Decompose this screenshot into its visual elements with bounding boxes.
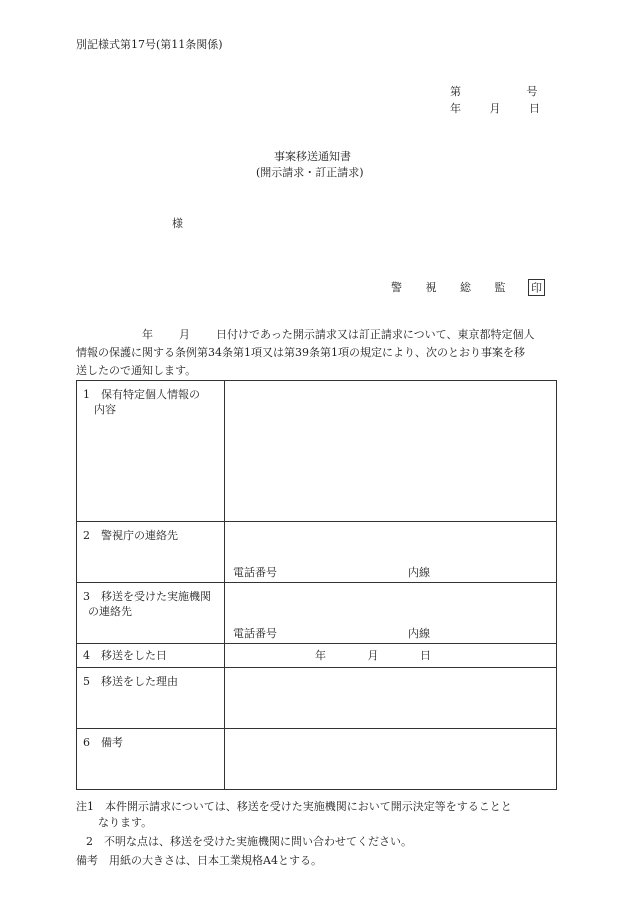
value-cell-police-contact[interactable] (225, 522, 557, 583)
value-cell-transfer-date[interactable] (225, 644, 557, 668)
date-hi: 日 (529, 102, 540, 115)
notice-table (76, 380, 557, 790)
body-line-1 (76, 326, 560, 344)
sender-name (391, 281, 506, 295)
note-1-line-1: 注1 本件開示請求については、移送を受けた実施機関において開示決定等をすることと (76, 800, 512, 813)
remarks-paper-size: 備考 用紙の大きさは、日本工業規格A4とする。 (76, 854, 322, 867)
transfer-nen: 年 (315, 649, 326, 662)
transfer-date-fields (315, 647, 431, 663)
sender-char-4: 監 (494, 281, 506, 294)
body-paragraph (76, 326, 560, 380)
form-id: 別記様式第17号(第11条関係) (76, 38, 223, 51)
label-remarks: 6 備考 (83, 736, 123, 749)
table-row-transfer-date (77, 644, 557, 668)
body-nen: 年 (142, 328, 153, 341)
body-line-1-rest: 日付けであった開示請求又は訂正請求について、東京都特定個人 (216, 328, 535, 341)
label-cell-remarks (77, 729, 225, 790)
body-line-2: 情報の保護に関する条例第34条第1項又は第39条第1項の規定により、次のとおり事案を移 (76, 346, 525, 359)
page-subtitle: (開示請求・訂正請求) (256, 166, 364, 179)
sender-char-2: 視 (425, 281, 437, 294)
date-nen: 年 (450, 102, 461, 115)
label-cell-agency-contact (77, 583, 225, 644)
police-ext-label: 内線 (408, 566, 430, 579)
document-number-line (450, 85, 538, 99)
sender-char-1: 警 (391, 281, 402, 294)
recipient-suffix: 様 (172, 217, 183, 230)
label-contents-b: 内容 (94, 403, 116, 416)
number-dai: 第 (450, 85, 461, 98)
label-agency-contact-b: の連絡先 (88, 605, 132, 618)
value-cell-contents[interactable] (225, 381, 557, 522)
table-row-contents (77, 381, 557, 522)
number-gou: 号 (526, 85, 538, 98)
agency-ext-label: 内線 (408, 627, 430, 640)
label-transfer-date: 4 移送をした日 (83, 649, 167, 662)
note-1-line-2: なります。 (98, 816, 153, 829)
agency-tel-label: 電話番号 (233, 627, 277, 640)
body-tsuki: 月 (179, 328, 190, 341)
label-cell-reason (77, 668, 225, 729)
table-row-police-contact (77, 522, 557, 583)
label-cell-contents (77, 381, 225, 522)
transfer-hi: 日 (420, 649, 431, 662)
label-cell-police-contact (77, 522, 225, 583)
label-police-contact: 2 警視庁の連絡先 (83, 529, 178, 542)
value-cell-reason[interactable] (225, 668, 557, 729)
label-agency-contact-a: 3 移送を受けた実施機関 (83, 590, 211, 603)
note-2: 2 不明な点は、移送を受けた実施機関に問い合わせてください。 (86, 835, 412, 848)
label-reason: 5 移送をした理由 (83, 675, 178, 688)
body-line-3: 送したので通知します。 (76, 364, 197, 377)
transfer-tsuki: 月 (367, 649, 379, 662)
label-cell-transfer-date (77, 644, 225, 668)
table-row-reason (77, 668, 557, 729)
police-tel-label: 電話番号 (233, 566, 277, 579)
table-row-agency-contact (77, 583, 557, 644)
value-cell-remarks[interactable] (225, 729, 557, 790)
sender-char-3: 総 (460, 281, 471, 294)
label-contents-a: 1 保有特定個人情報の (83, 388, 200, 401)
svg-text:印: 印 (531, 281, 542, 295)
document-date-line (450, 102, 540, 116)
value-cell-agency-contact[interactable] (225, 583, 557, 644)
seal-stamp-icon (528, 279, 545, 296)
table-row-remarks (77, 729, 557, 790)
page-title: 事案移送通知書 (274, 150, 351, 163)
date-tsuki: 月 (489, 102, 501, 115)
